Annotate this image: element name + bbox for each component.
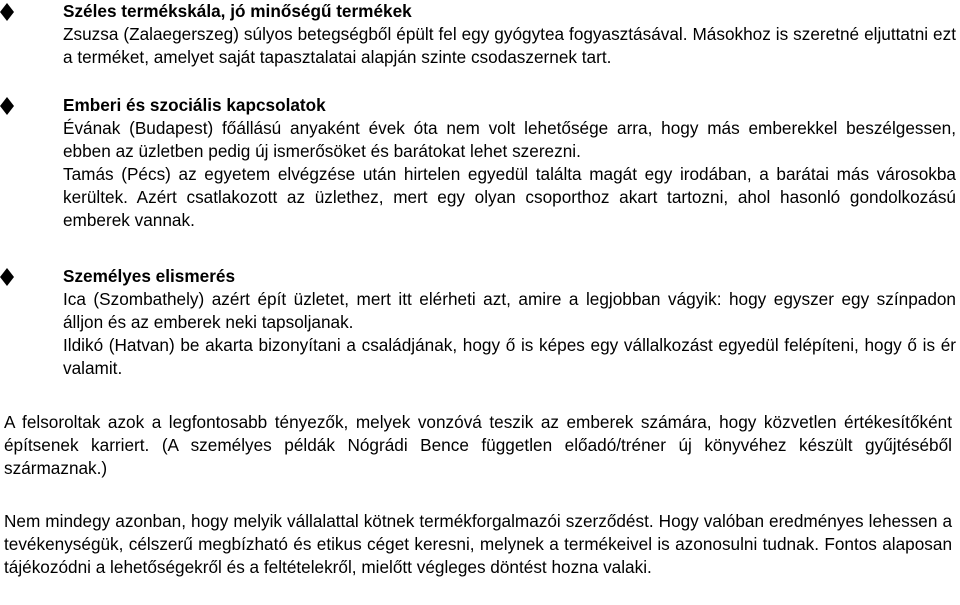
section-product-range (0, 0, 960, 69)
section-heading: Emberi és szociális kapcsolatok (63, 95, 326, 115)
diamond-bullet-icon (0, 3, 16, 23)
section-personal-recognition (0, 265, 960, 380)
section-heading: Személyes elismerés (63, 266, 236, 286)
section-paragraph: Zsuzsa (Zalaegerszeg) súlyos betegségből épült fel egy gyógytea fogyasztásával. Másokhoz is szeretné eljuttatni ezt a terméket, amelyet saját tapasztalatai alapján szinte csodaszernek tart. (63, 23, 956, 67)
section-paragraph: Ica (Szombathely) azért épít üzletet, mert itt elérheti azt, amire a legjobban vágyik: hogy egyszer egy színpadon álljon és az emberek neki tapsoljanak. (63, 288, 956, 332)
section-paragraph: Évának (Budapest) főállású anyaként évek óta nem volt lehetősége arra, hogy más emberekkel beszélgessen, ebben az üzletben pedig új ismerősöket és barátokat lehet szerezni. (63, 117, 956, 161)
section-heading: Széles termékskála, jó minőségű termékek (63, 1, 412, 21)
body-paragraph: Nem mindegy azonban, hogy melyik vállalattal kötnek termékforgalmazói szerződést. Hogy valóban eredményes lehessen a tevékenységük, célszerű megbízható és etikus céget keresni, melynek a termékeivel is azonosulni tudnak. Fontos alaposan tájékozódni a lehetőségekről és a feltételekről, mielőtt végleges döntést hozna valaki. (4, 511, 952, 577)
section-paragraph: Ildikó (Hatvan) be akarta bizonyítani a családjának, hogy ő is képes egy vállalkozást egyedül felépíteni, hogy ő is ér valamit. (63, 334, 956, 378)
section-social-relations (0, 94, 960, 231)
diamond-bullet-icon (0, 97, 16, 117)
section-paragraph: Tamás (Pécs) az egyetem elvégzése után hirtelen egyedül találta magát egy irodában, a barátai más városokba kerültek. Azért csatlakozott az üzlethez, mert egy olyan csoporthoz akart tartozni, ahol hasonló gondolkozású emberek vannak. (63, 163, 956, 230)
diamond-bullet-icon (0, 268, 16, 288)
body-paragraph: A felsoroltak azok a legfontosabb tényezők, melyek vonzóvá teszik az emberek számára, hogy közvetlen értékesítőként építsenek karriert. (A személyes példák Nógrádi Bence független előadó/tréner új könyvéhez készült gyűjtéséből származnak.) (4, 412, 952, 478)
